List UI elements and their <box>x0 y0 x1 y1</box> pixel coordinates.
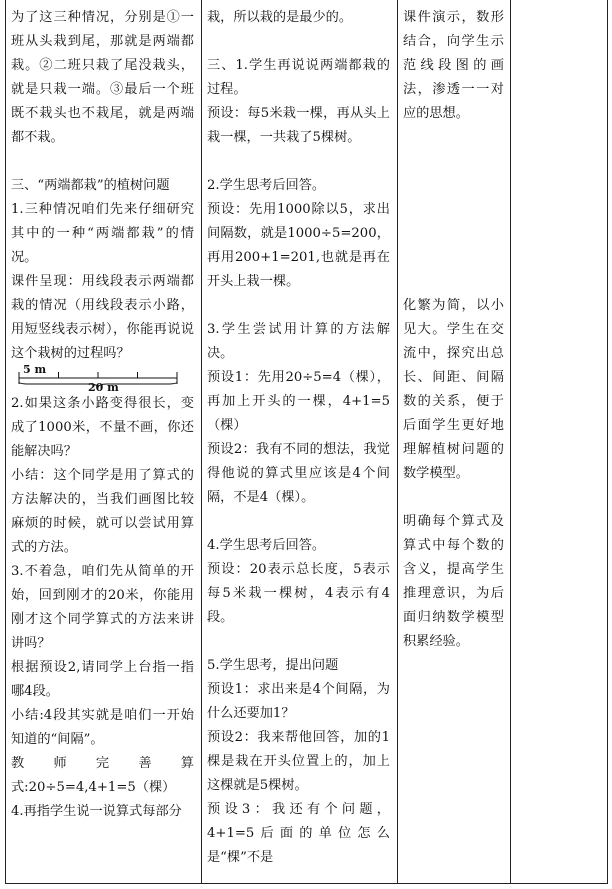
segment-diagram <box>11 363 194 394</box>
paragraph-preset-1: 预设：每5米栽一棵，再从头上栽一棵，一共栽了5棵树。 <box>207 106 390 145</box>
paragraph-preset-5c: 预设3：我还有个问题，4+1=5后面的单位怎么是“棵”不是 <box>207 802 390 865</box>
table-border-right <box>607 0 608 883</box>
paragraph-student-step-1: 三、1.学生再说说两端都栽的过程。 <box>207 58 390 97</box>
teacher-activity-column <box>11 6 194 824</box>
paragraph-step-4: 4.再指学生说一说算式每部分 <box>11 804 182 819</box>
total-length-label: 20 m <box>88 381 119 394</box>
paragraph-preset-5a: 预设1：求出来是4个间隔，为什么还要加1？ <box>207 682 390 721</box>
column-divider-1 <box>201 0 202 883</box>
paragraph-summary-1: 小结：这个同学是用了算式的方法解决的，当我们画图比较麻烦的时候，就可以尝试用算式的方法。 <box>11 468 194 555</box>
column-divider-3 <box>510 0 511 883</box>
intent-simplify: 化繁为简，以小见大。学生在交流中，探究出总长、间距、间隔数的关系，便于后面学生更好地理解植树问题的数学模型。 <box>403 298 504 481</box>
column-divider-2 <box>397 0 398 883</box>
intent-courseware: 课件演示，数形结合，向学生示范线段图的画法，渗透一一对应的思想。 <box>403 10 504 121</box>
paragraph-preset-2: 预设：先用1000除以5，求出间隔数，就是1000÷5=200，再用200+1=201,也就是再在开头上栽一棵。 <box>207 202 390 289</box>
segment-length-label: 5 m <box>23 363 47 376</box>
paragraph-student-step-3: 3.学生尝试用计算的方法解决。 <box>207 322 390 361</box>
section-heading: 三、“两端都栽”的植树问题 <box>11 178 170 193</box>
design-intent-column <box>403 6 504 654</box>
paragraph-three-cases: 为了这三种情况，分别是①一班从头栽到尾，那就是两端都栽。②二班只栽了尾没栽头，就是只栽一端。③最后一个班既不栽头也不栽尾，就是两端都不栽。 <box>11 10 194 145</box>
paragraph-least-planted: 栽，所以栽的是最少的。 <box>207 10 353 25</box>
paragraph-preset-3a: 预设1：先用20÷5=4（棵），再加上开头的一棵，4+1=5（棵） <box>207 370 390 433</box>
paragraph-courseware: 课件呈现：用线段表示两端都栽的情况（用线段表示小路，用短竖线表示树），你能再说说这个栽树的过程吗？ <box>11 274 194 361</box>
paragraph-student-step-5: 5.学生思考，提出问题 <box>207 658 339 673</box>
paragraph-preset-4: 预设：20表示总长度，5表示每5米栽一棵树，4表示有4段。 <box>207 562 390 625</box>
paragraph-step-3: 3.不着急，咱们先从简单的开始，回到刚才的20米，你能用刚才这个同学算式的方法来讲讲吗？ <box>11 564 194 651</box>
intent-meaning: 明确每个算式及算式中每个数的含义，提高学生推理意识，为后面归纳数学模型积累经验。 <box>403 514 504 649</box>
paragraph-point-segments: 根据预设2,请同学上台指一指哪4段。 <box>11 660 194 699</box>
paragraph-step-1: 1.三种情况咱们先来仔细研究其中的一种“两端都栽”的情况。 <box>11 202 194 265</box>
table-border-bottom <box>5 883 608 884</box>
table-border-left <box>5 0 6 883</box>
paragraph-student-step-4: 4.学生思考后回答。 <box>207 538 326 553</box>
paragraph-summary-2: 小结:4段其实就是咱们一开始知道的“间隔”。 <box>11 708 194 747</box>
student-activity-column <box>207 6 390 870</box>
paragraph-preset-3b: 预设2：我有不同的想法，我觉得他说的算式里应该是4个间隔，不是4（棵）。 <box>207 442 390 505</box>
paragraph-student-step-2: 2.学生思考后回答。 <box>207 178 326 193</box>
paragraph-step-2: 2.如果这条小路变得很长，变成了1000米，不量不画，你还能解决吗？ <box>11 396 194 459</box>
paragraph-preset-5b: 预设2：我来帮他回答，加的1棵是栽在开头位置上的，加上这棵就是5棵树。 <box>207 730 390 793</box>
paragraph-formula: 教师完善算式:20÷5=4,4+1=5（棵） <box>11 756 194 795</box>
